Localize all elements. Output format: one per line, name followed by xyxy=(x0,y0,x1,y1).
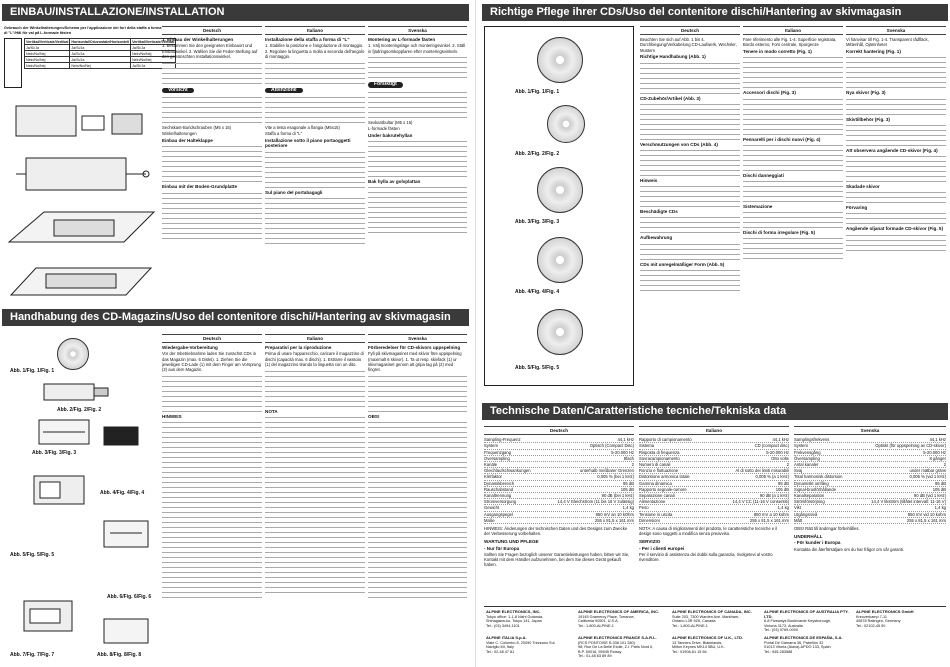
spec-value: 255 x 81,5 x 161 mm xyxy=(906,517,946,523)
spec-value: Al di sotto dei limiti misurabili xyxy=(735,468,789,474)
address-line: California 90501, U.S.A. xyxy=(578,619,619,624)
spec-value: Optiskt (för uppspelning av CD-skivor) xyxy=(875,443,946,449)
spec-value: 105 dB xyxy=(932,486,946,492)
table-cell: Ja/Sì/Ja xyxy=(70,45,131,51)
table-cell: Ja/Sì/Ja xyxy=(131,45,176,51)
spec-label: System xyxy=(484,443,498,449)
floor-plate-illustration xyxy=(6,260,156,306)
address-line: (RCS PONTOISE B 338 101 280) xyxy=(578,640,635,645)
install-col-it xyxy=(265,26,365,306)
column-header-it: Italiano xyxy=(265,26,365,35)
address-line: Tel.: 1-800-ALPINE-1 xyxy=(578,623,614,628)
address-line: Tel.: 1-800-ALPINE-1 xyxy=(672,623,708,628)
spec-label: Strömförsörjning xyxy=(794,499,825,505)
mag-fig-label-2: Abb. 2/Fig. 2/Fig. 2 xyxy=(57,407,102,413)
specs-notice-it: NOTA: A causa di miglioramenti del prodotto, le caratteristiche tecniche e il design sono soggetti a modifica senza preavviso. xyxy=(639,526,778,537)
magazine-it-text: Prima di usare l'apparecchio, caricare il magazzino di dischi (capacità max. 6 dischi). 1. Estrarre il vassoio (1) del magazzino tirando la linguetta con un dito. xyxy=(265,351,364,367)
care-fig-label-3: Abb. 3/Fig. 3/Fig. 3 xyxy=(515,219,560,225)
install-de-title-1: 1. Einbau der Winkelhalterungen xyxy=(162,37,234,43)
bracket-diagram xyxy=(4,38,22,88)
care-fig-label-4: Abb. 4/Fig. 4/Fig. 4 xyxy=(515,289,560,295)
address-line: 01013 Vitoria (Alava)-APDO 133, Spain xyxy=(764,645,831,650)
column-header-de: Deutsch xyxy=(162,334,262,343)
magazine-remove-illustration xyxy=(22,595,82,641)
spec-value: 255 x 81,5 x 161 mm xyxy=(749,517,789,523)
spec-value: 44,1 kHz xyxy=(772,437,789,443)
center-divider xyxy=(475,0,476,667)
warning-badge-de: Vorsicht xyxy=(162,88,194,93)
address-block xyxy=(578,610,668,628)
magazine-col-sv xyxy=(368,334,467,664)
spec-label: Distorsione armonica totale xyxy=(639,474,690,480)
spec-row xyxy=(794,518,946,524)
spec-value: 1,4 kg xyxy=(934,505,946,511)
specs-notice-de: HINWEIS: Änderungen der technischen Daten und des Designs zum Zwecke der Verbesserung vorbehalten. xyxy=(484,526,628,537)
service-sub-de: - Nur für Europa xyxy=(484,545,520,551)
specs-section-title: Technische Daten/Caratteristiche tecniche/Tekniska data xyxy=(482,403,948,420)
address-line: 19145 Gramercy Place, Torrance, xyxy=(578,614,635,619)
spec-value: 14,4 V Gleichstrom (11 bis 16 V zulässig) xyxy=(557,499,634,505)
care-de-sub: Beschädigte CDs xyxy=(640,209,678,215)
care-sv-title: Korrekt hantering (Fig. 1) xyxy=(846,49,901,55)
spec-label: Svaj xyxy=(794,468,803,474)
spec-label: Rauschabstand xyxy=(484,486,514,492)
care-fig-label-5: Abb. 5/Fig. 5/Fig. 5 xyxy=(515,365,560,371)
spec-value: 8 gånger xyxy=(929,455,946,461)
spec-label: Signal-brusförhållande xyxy=(794,486,836,492)
spec-label: Rapporto segnale-rumore xyxy=(639,486,687,492)
specs-list-sv xyxy=(794,437,946,524)
spec-label: Frekvensgång xyxy=(794,449,821,455)
spec-value: 5-20.000 Hz xyxy=(766,449,789,455)
address-company: ALPINE ELECTRONICS FRANCE S.A.R.L. xyxy=(578,635,657,640)
spec-label: Separazione canali xyxy=(639,493,675,499)
spec-label: Sistema xyxy=(639,443,655,449)
spec-value: 5-20.000 Hz xyxy=(611,449,634,455)
spec-label: Sovracampionamento xyxy=(639,455,680,461)
address-line: Victoria 3173, Australia xyxy=(764,623,803,628)
spec-value: 0,005 % (vid 1 kHz) xyxy=(909,474,946,480)
spec-row xyxy=(484,518,634,524)
address-company: ALPINE ELECTRONICS GmbH xyxy=(856,609,914,614)
spec-value: 0,005 % (bei 1 kHz) xyxy=(597,474,634,480)
spec-label: Dimensioni xyxy=(639,517,660,523)
install-it-text-1: 1. Stabilire la posizione e l'angolazione di montaggio. 2. Regolare la linguetta a molla a seconda dell'angolo di montaggio. xyxy=(265,43,365,59)
care-it-sub: Dischi di forma irregolare (Fig. 5) xyxy=(743,230,815,236)
spec-value: 2 xyxy=(631,462,634,468)
address-line: Viale C. Colombo 8, 20090 Trezzano Sul xyxy=(486,640,555,645)
install-table-caption: Gebrauch der Winkelhalterungen/Schema per l'applicazione dei fori della staffa a forma di "L"/Hål för val på L-formade fästen xyxy=(4,26,162,35)
address-line: Tel.: 02-48 47 81 xyxy=(486,649,515,654)
address-company: ALPINE ITALIA S.p.A. xyxy=(486,635,527,640)
spec-value: 850 mV a 10 kohm xyxy=(753,511,789,517)
spec-row xyxy=(639,518,789,524)
address-block xyxy=(672,610,760,628)
column-header-it: Italiano xyxy=(743,26,843,35)
spec-value: 5-20.000 Hz xyxy=(923,449,946,455)
spec-value: 95 dB xyxy=(778,480,789,486)
spec-label: Dynamiskt omfång xyxy=(794,480,829,486)
service-text-sv: Kontakta din återförsäljare om du har frågor om vår garanti. xyxy=(794,546,905,552)
spec-value: 95 dB xyxy=(935,480,946,486)
magazine-load-illustration xyxy=(102,615,157,649)
legend-de-1: Sechskant-Bundschrauben (M5 x 15) xyxy=(162,124,232,130)
address-line: Portal De Gamarra 36, Pabellón 32 xyxy=(764,640,824,645)
spec-value: 44,1 kHz xyxy=(929,437,946,443)
magazine-eject-illustration xyxy=(32,470,92,512)
magazine-sv-note: OBS! xyxy=(368,413,380,419)
spec-label: Frequenzgang xyxy=(484,449,512,455)
spec-label: Gewicht xyxy=(484,505,500,511)
column-header-it: Italiano xyxy=(639,426,789,435)
spec-value: 2 xyxy=(786,462,789,468)
care-sv-text: Vi hänvisar till Fig. 1-4. Transparent rådfläck, Mittenhål, Ojämnheter xyxy=(846,37,929,48)
spec-label: Total harmonisk distorsion xyxy=(794,474,843,480)
magazine-col-de xyxy=(162,334,262,664)
column-header-de: Deutsch xyxy=(484,426,634,435)
spec-value: 90 dB (a 1 kHz) xyxy=(759,493,789,499)
service-title-sv: UNDERHÅLL xyxy=(794,534,823,540)
address-block xyxy=(764,636,854,654)
address-line: B.P. 50016, 95945 Roissy xyxy=(578,649,622,654)
magazine-section-title: Handhabung des CD-Magazins/Uso del contenitore dischi/Hantering av skivmagasin xyxy=(2,309,469,326)
care-de-sub: CD-Zubehör/Artikel (Abb. 3) xyxy=(640,95,701,101)
spec-label: Numero di canali xyxy=(639,462,671,468)
spec-label: Rapporto di campionamento xyxy=(639,437,692,443)
care-it-text: Fare riferimento alle Fig. 1-4. Superficie registrata, Bordo esterno, Foro centrale, Sporgenze xyxy=(743,37,837,48)
care-sv-sub: Angående oljanat formade CD-skivor (Fig. 5) xyxy=(846,226,943,232)
spec-label: Ausgangspegel xyxy=(484,511,513,517)
table-cell: Ja/Sì/Ja xyxy=(70,51,131,57)
spec-value: 90 dB (vid 1 kHz) xyxy=(913,493,946,499)
magazine-slot-illustration xyxy=(102,425,142,449)
table-cell: Ja/Sì/Ja xyxy=(70,57,131,63)
spec-label: Kanaltrennung xyxy=(484,493,512,499)
spec-label: Kanalseparation xyxy=(794,493,825,499)
spec-label: Översampling xyxy=(794,455,820,461)
care-col-sv xyxy=(846,26,946,396)
address-company: ALPINE ELECTRONICS DE ESPAÑA, S.A. xyxy=(764,635,843,640)
install-sv-title-2: Under bakrutehyllan xyxy=(368,132,413,138)
install-it-title-3: Sul piano del portabagagli xyxy=(265,189,323,195)
table-cell: Nein/No/Nej xyxy=(25,51,70,57)
address-line: Tel.: 02102-45 50 xyxy=(856,623,886,628)
column-header-sv: Svenska xyxy=(846,26,946,35)
spec-label: Samplingsfrekvens xyxy=(794,437,830,443)
address-divider xyxy=(484,606,946,607)
install-de-title-3: Einbau mit der Boden-Grundplatte xyxy=(162,184,238,190)
address-block xyxy=(672,636,760,654)
address-line: 98, Rue De La Belle Etoile, Z.I. Paris Nord II, xyxy=(578,645,654,650)
address-block xyxy=(856,610,946,628)
spec-label: Ronzio e fluttuazione xyxy=(639,468,679,474)
magazine-tray-illustration xyxy=(42,380,112,404)
service-sub-sv: - För kunder i Europa xyxy=(794,540,841,546)
spec-value: Otto volte xyxy=(771,455,789,461)
mag-fig-label-4: Abb. 4/Fig. 4/Fig. 4 xyxy=(100,490,145,496)
spec-value: 90 dB (bei 1 kHz) xyxy=(601,493,634,499)
care-col-it xyxy=(743,26,843,396)
magazine-col-it xyxy=(265,334,365,664)
magazine-de-text: Vor der Inbetriebnahme laden Sie zunächst CDs in das Magazin (max. 6 Disks). 1. Ziehen Sie die jeweiligen CD-Lade (1) mit dem Finger am Vorsprung (2) aus dem Magazin. xyxy=(162,351,261,373)
legend-sv-1: Sexkantbultar (M5 x 15) xyxy=(368,119,413,125)
address-line: 40878 Ratingen, Germany xyxy=(856,619,901,624)
address-line: 6-8 Fiveways Boulevarde Keysborough, xyxy=(764,619,832,624)
address-line: Tel.: (03) 9769-0000 xyxy=(764,628,798,633)
spec-value: Optisch (Compact Disc) xyxy=(589,443,634,449)
care-de-sub: Aufbewahrung xyxy=(640,235,673,241)
service-sub-it: - Per i clienti europei xyxy=(639,545,685,551)
spec-value: 850 mV vid 10 kohm xyxy=(907,511,946,517)
magazine-sv-text: Fyll på skivmagasinet med skivor före uppspelning (maximalt 6 skivor). 1. Ta ut resp. skivfack (1) ur skivmagasinet genom att gripa tag på (2) med fingret. xyxy=(368,351,462,373)
address-block xyxy=(764,610,854,633)
install-section xyxy=(2,24,469,306)
spec-label: Maße xyxy=(484,517,495,523)
address-line: Tokyo office: 1-1-8 Nishi Gotanda, xyxy=(486,614,544,619)
table-cell: Nein/No/Nej xyxy=(131,51,176,57)
service-text-de: Sollten Sie Fragen bezüglich unserer Garantieleistungen haben, bitten wir Sie, Kontakt mit dem Händler aufzunehmen, bei dem Sie dieses Gerät gekauft haben. xyxy=(484,551,630,568)
magazine-it-note: NOTA xyxy=(265,408,278,414)
spec-value: 105 dB xyxy=(775,486,789,492)
care-section xyxy=(482,24,948,399)
spec-label: Alimentazione xyxy=(639,499,666,505)
column-header-sv: Svenska xyxy=(794,426,946,435)
install-col-sv xyxy=(368,26,467,306)
disc-holding-illustration xyxy=(537,37,583,83)
address-line: Shinagawa-ku, Tokyo 141, Japan xyxy=(486,619,542,624)
address-block xyxy=(486,610,574,628)
magazine-open-illustration xyxy=(102,515,157,555)
install-it-title-2: Installazione sotto il piano portaoggetti posteriore xyxy=(265,138,351,149)
install-col-de xyxy=(162,26,262,306)
address-company: ALPINE ELECTRONICS OF AUSTRALIA PTY. LTD. xyxy=(764,609,849,619)
magazine-section xyxy=(2,330,469,665)
disc-irregular-illustration xyxy=(537,309,583,355)
disc-accessory-illustration xyxy=(537,167,583,213)
disc-cleaning-illustration xyxy=(537,237,583,283)
warning-badge-it: Attenzione xyxy=(265,88,303,93)
column-header-sv: Svenska xyxy=(368,26,467,35)
care-sv-sub: Nya skivor (Fig. 3) xyxy=(846,90,886,96)
specs-col-sv xyxy=(794,426,946,553)
spec-label: Risposta di frequenza xyxy=(639,449,680,455)
column-header-de: Deutsch xyxy=(162,26,262,35)
install-sv-title-3: Bak hylla av golvplattan xyxy=(368,179,421,185)
spec-value: 14,4 V CC (11-16 V consentiti) xyxy=(732,499,789,505)
table-header: Horizontal/Orizzontale/Horisontell xyxy=(71,39,130,44)
spec-label: Stromversorgung xyxy=(484,499,517,505)
spec-label: Vikt xyxy=(794,505,801,511)
care-figure-panel xyxy=(484,26,634,386)
care-sv-sub: Att observera angående CD-skivor (Fig. 4) xyxy=(846,147,938,153)
table-header: Vertikal/Verticale/Vertikal xyxy=(26,39,69,44)
install-de-text-1: 1. Bestimmen Sie den geeigneten Einbauort und Einbauwinkel. 2. Wählen Sie die Feder-Stellung auf den gewünschten Installationswinkel. xyxy=(162,43,258,59)
magazine-de-title: Wiedergabe-Vorbereitung xyxy=(162,345,218,351)
address-line: Naviglio MI, Italy xyxy=(486,645,514,650)
address-line: Tel.: (03) 3494-1101 xyxy=(486,623,520,628)
address-company: ALPINE ELECTRONICS OF CANADA, INC. xyxy=(672,609,752,614)
care-fig-label-1: Abb. 1/Fig. 1/Fig. 1 xyxy=(515,89,560,95)
address-line: Tel.: 01908-61 15 56 xyxy=(672,649,707,654)
install-section-title: EINBAU/INSTALLAZIONE/INSTALLATION xyxy=(2,4,469,21)
address-company: ALPINE ELECTRONICS OF U.K., LTD. xyxy=(672,635,744,640)
disc-surface-illustration xyxy=(547,105,585,143)
spec-value: 105 dB xyxy=(620,486,634,492)
service-title-de: WARTUNG UND PFLEGE xyxy=(484,539,539,545)
table-cell: Nein/No/Nej xyxy=(70,63,131,69)
care-fig-label-2: Abb. 2/Fig. 2/Fig. 2 xyxy=(515,151,560,157)
mag-fig-label-7: Abb. 7/Fig. 7/Fig. 7 xyxy=(10,652,55,658)
care-it-sub: Sistemazione xyxy=(743,203,773,209)
table-cell: Nein/No/Nej xyxy=(25,63,70,69)
magazine-sv-title: Förberedelser för CD-skivors uppspelning xyxy=(368,345,461,351)
address-block xyxy=(578,636,668,659)
install-de-title-2: Einbau der Halteklappe xyxy=(162,138,213,144)
care-de-sub: Verschmutzungen von CDs (Abb. 4) xyxy=(640,141,718,147)
spec-value: 44,1 kHz xyxy=(617,437,634,443)
table-cell: Nein/No/Nej xyxy=(25,57,70,63)
specs-notice-sv: OBS! Rätt till ändringar förbehålles. xyxy=(794,526,860,532)
care-de-sub: Hinweis xyxy=(640,177,658,183)
care-de-text: Beachten Sie sich auf Abb. 1 bis 4. Durchbiegung/Verkabelung CD-Laufwerk, Wechsler, Mustern xyxy=(640,37,737,53)
care-it-title: Tenere in modo corretto (Fig. 1) xyxy=(743,49,812,55)
table-cell: Ja/Sì/Ja xyxy=(25,45,70,51)
install-it-title-1: Installazione della staffa a forma di "L" xyxy=(265,37,350,43)
care-sv-sub: Förvaring xyxy=(846,205,868,211)
legend-it-1: Vite a testa esagonale a flangia (M5x15) xyxy=(265,124,340,130)
service-title-it: SERVIZIO xyxy=(639,539,661,545)
spec-value: 255 x 81,5 x 161 mm xyxy=(594,517,634,523)
legend-sv-2: L-formade fästen xyxy=(368,126,400,132)
address-line: Suite 203, 7300 Warden Ave. Markham, xyxy=(672,614,740,619)
legend-de-2: Winkelhalterungen xyxy=(162,131,197,137)
spec-label: Gamma dinamica xyxy=(639,480,672,486)
table-cell: Nein/No/Nej xyxy=(131,57,176,63)
table-cell: Ja/Sì/Ja xyxy=(131,63,176,69)
mag-fig-label-6: Abb. 6/Fig. 6/Fig. 6 xyxy=(107,594,152,600)
warning-badge-sv: Försiktigt xyxy=(368,82,403,87)
care-it-sub: Pennarelli per i dischi nuovi (Fig. 4) xyxy=(743,136,821,142)
cd-changer-illustration xyxy=(12,96,152,146)
bracket-table xyxy=(24,38,176,69)
service-text-it: Per il servizio di assistenza dei dubbi sulla garanzia, rivolgetevi al vostro rivenditore. xyxy=(639,551,773,563)
care-section-title: Richtige Pflege ihrer CDs/Uso del contenitore dischi/Hantering av skivmagasin xyxy=(482,4,948,21)
spec-value: unterhalb meßbarer Grenzen xyxy=(580,468,634,474)
spec-value: 8fach xyxy=(623,455,634,461)
spec-label: System xyxy=(794,443,808,449)
spec-label: Oversampling xyxy=(484,455,510,461)
specs-list-it xyxy=(639,437,789,524)
care-it-sub: Accessori dischi (Fig. 3) xyxy=(743,90,796,96)
spec-label: Klirrfaktor xyxy=(484,474,502,480)
column-header-it: Italiano xyxy=(265,334,365,343)
address-line: Milton Keynes MK14 5BU, U.K. xyxy=(672,645,725,650)
care-de-title: Richtige Handhabung (Abb. 1) xyxy=(640,54,706,60)
mag-fig-label-3: Abb. 3/Fig. 3/Fig. 3 xyxy=(32,450,77,456)
address-block xyxy=(486,636,574,654)
rear-shelf-illustration xyxy=(4,202,159,257)
spec-label: Mått xyxy=(794,517,803,523)
spec-value: 14,4 V likström (tillåtet intervall: 11-16 V) xyxy=(871,499,946,505)
mag-fig-label-1: Abb. 1/Fig. 1/Fig. 1 xyxy=(10,368,55,374)
install-sv-text-1: 1. Välj monteringsläge och monteringsvinkel. 2. Ställ in fjädringsomkopplaren efter monteringsvinkeln. xyxy=(368,43,466,54)
spec-label: Tensione in uscita xyxy=(639,511,673,517)
column-header-de: Deutsch xyxy=(640,26,740,35)
address-line: Ontario L3R 9Z6, Canada xyxy=(672,619,716,624)
spec-label: Sampling-Frequenz xyxy=(484,437,521,443)
legend-it-2: Staffa a forma di "L" xyxy=(265,131,303,137)
spec-label: Kanäle xyxy=(484,462,498,468)
spec-label: Gleichlaufschwankungen xyxy=(484,468,531,474)
spec-value: under mätbar gräns xyxy=(909,468,946,474)
spec-value: 1,4 kg xyxy=(777,505,789,511)
magazine-it-title: Preparativi per la riproduzione xyxy=(265,345,332,351)
spec-value: 95 dB xyxy=(623,480,634,486)
spec-value: 850 mV an 10 kOhm xyxy=(595,511,634,517)
mag-fig-label-5: Abb. 5/Fig. 5/Fig. 5 xyxy=(10,552,55,558)
specs-list-de xyxy=(484,437,634,524)
spec-value: CD (compact disc) xyxy=(754,443,789,449)
care-sv-sub: Skivtillbehör (Fig. 3) xyxy=(846,116,890,122)
spec-value: 2 xyxy=(943,462,946,468)
address-line: Kreuzerkamp 7-11 xyxy=(856,614,887,619)
spec-label: Antal kanaler xyxy=(794,462,819,468)
specs-col-it xyxy=(639,426,789,564)
address-line: Tel.: 01-48 63 89 89 xyxy=(578,654,612,659)
specs-col-de xyxy=(484,426,634,569)
bracket-install-illustration xyxy=(6,150,156,200)
care-it-sub: Dischi danneggiati xyxy=(743,172,784,178)
install-sv-title-1: Montering av L-formade fästen xyxy=(368,37,436,43)
address-line: 13 Tanners Drive, Blakelands, xyxy=(672,640,723,645)
address-company: ALPINE ELECTRONICS OF AMERICA, INC. xyxy=(578,609,659,614)
disc-illustration xyxy=(57,338,89,370)
address-line: Tel.: 945-283588 xyxy=(764,649,793,654)
spec-value: 0,005 % (a 1 kHz) xyxy=(755,474,789,480)
care-sv-sub: Skadade skivor xyxy=(846,183,880,189)
magazine-de-note: HINWEIS xyxy=(162,413,182,419)
spec-label: Utgångsnivå xyxy=(794,511,818,517)
table-header: Vertikal/Verticale/Vertikal xyxy=(132,39,175,44)
care-col-de xyxy=(640,26,740,396)
magazine-insert-illustration xyxy=(37,418,97,448)
spec-value: 1,4 kg xyxy=(622,505,634,511)
column-header-sv: Svenska xyxy=(368,334,467,343)
address-company: ALPINE ELECTRONICS, INC. xyxy=(486,609,541,614)
spec-label: Dynamikbereich xyxy=(484,480,515,486)
mag-fig-label-8: Abb. 8/Fig. 8/Fig. 8 xyxy=(97,652,142,658)
care-de-sub: CDs mit unregelmäßiger Form (Abb. 5) xyxy=(640,261,725,267)
spec-label: Peso xyxy=(639,505,649,511)
